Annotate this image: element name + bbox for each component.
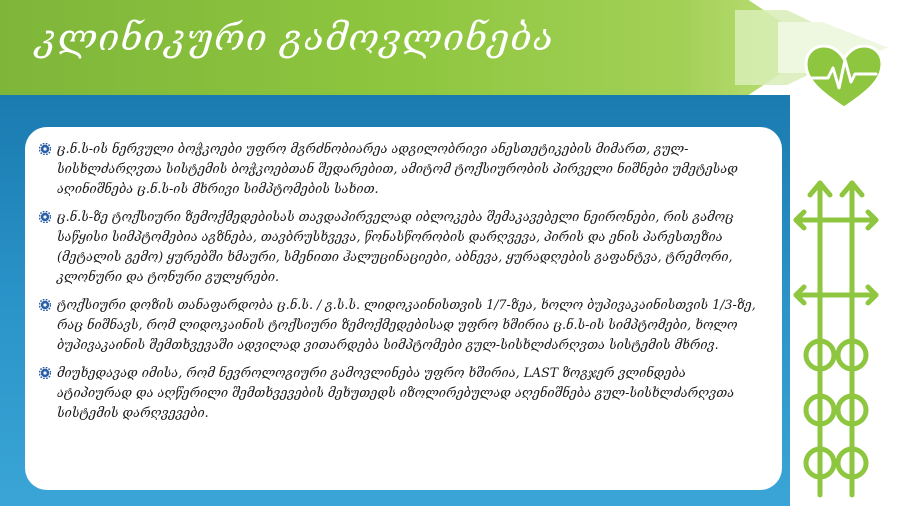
bullet-item xyxy=(37,295,764,355)
arrow-circle-icons xyxy=(796,183,876,495)
bullet-text: მიუხედავად იმისა, რომ ნევროლოგიური გამოვლინება უფრო ხშირია, LAST ზოგჯერ ვლინდება ატიპიურად და აღწერილი შემთხვევების მეხუთედს იზოლირებულად აღენიშნება გულ-სისხლძარღვთა სისტემის დარღვევები. xyxy=(57,365,735,420)
bullet-text: ტოქსიური დოზის თანაფარდობა ც.ნ.ს. / გ.ს.ს. ლიდოკაინისთვის 1/7-ზეა, ხოლო ბუპივაკაინისთვის 1/3-ზე, რაც ნიშნავს, რომ ლიდოკაინის ტოქსიური ზემოქმედებისად უფრო ხშირია ც.ნ.ს-ის სიმპტომები, ხოლო ბუპივაკაინის შემთხვევაში ადვილად ვითარდება სიმპტომები გულ-სისხლძარღვთა სისტემის მხრივ. xyxy=(57,297,756,352)
page-title: კლინიკური გამოვლინება xyxy=(36,16,555,59)
bullet-list xyxy=(37,139,764,423)
gear-bullet-icon xyxy=(39,367,51,379)
side-decoration xyxy=(790,95,900,506)
gear-bullet-icon xyxy=(39,211,51,223)
content-card xyxy=(25,127,782,490)
bullet-item xyxy=(37,139,764,199)
bullet-item xyxy=(37,363,764,423)
gear-bullet-icon xyxy=(39,299,51,311)
bullet-text: ც.ნ.ს-ის ნერვული ბოჭკოები უფრო მგრძნობიარეა ადგილობრივი ანესთეტიკების მიმართ, გულ-სისხლძარღვთა სისტემის ბოჭკოებთან შედარებით, ამიტომ ტოქსიურობის პირველი ნიშნები უმეტესად აღინიშნება ც.ნ.ს-ის მხრივი სიმპტომების სახით. xyxy=(57,141,738,196)
bullet-text: ც.ნ.ს-ზე ტოქსიური ზემოქმედებისას თავდაპირველად იბლოკება შემაკავებელი ნეირონები, რის გამოც საწყისი სიმპტომებია აგზნება, თავბრუსხვევა, წონასწორობის დარღვევა, პირის და ენის პარესთეზია (მეტალის გემო) ყურებში ხმაური, სმენითი ჰალუცინაციები, აბნევა, ყურადღების გაფანტვა, ტრემორი, კლონური და ტონური გულყრები. xyxy=(57,209,734,284)
bullet-item xyxy=(37,207,764,287)
gear-bullet-icon xyxy=(39,143,51,155)
